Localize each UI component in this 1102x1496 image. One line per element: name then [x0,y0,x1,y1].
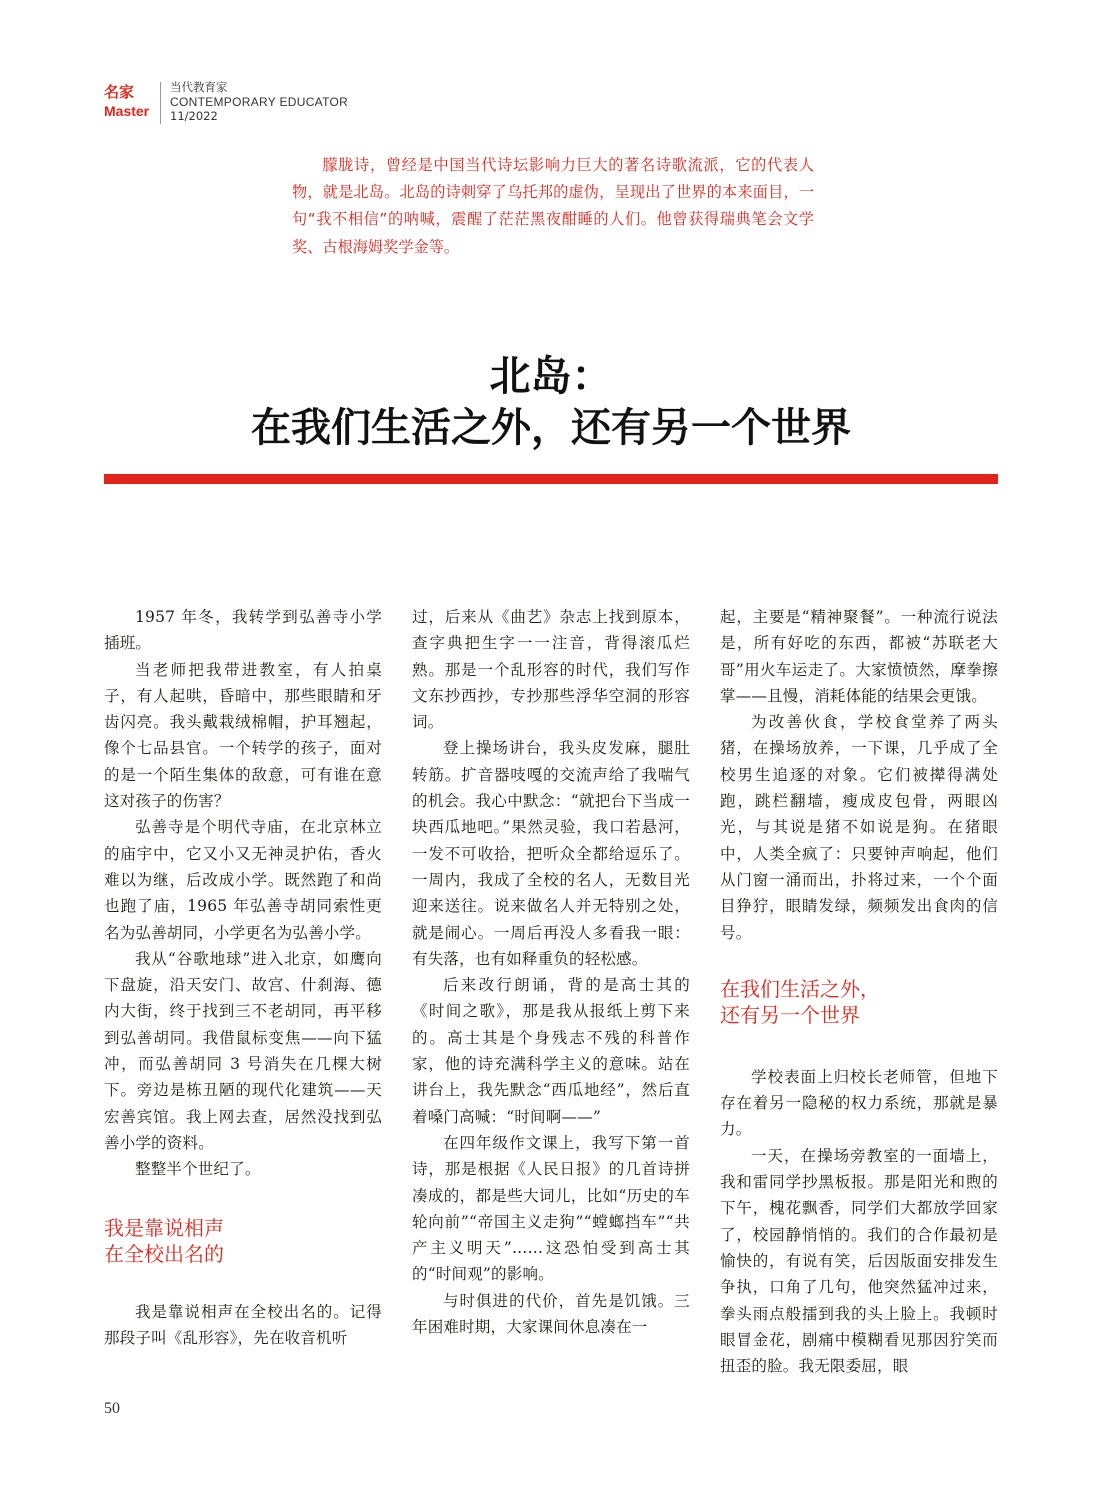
body-paragraph: 在四年级作文课上，我写下第一首诗，那是根据《人民日报》的几首诗拼凑成的，都是些大词儿，比如“历史的车轮向前”“帝国主义走狗”“螳螂挡车”“共产主义明天”……这恐怕受到高士其的“时间观”的影响。 [412,1133,690,1284]
article-title [104,350,998,454]
title-line-1: 北岛： [489,352,613,400]
subheading-line-2: 还有另一个世界 [720,1002,860,1027]
section-label-cn: 名家 [104,83,135,101]
subheading-line-1: 我是靠说相声 [104,1215,224,1240]
column-2 [412,604,690,1340]
issue-number: 11/2022 [170,109,218,123]
body-paragraph: 登上操场讲台，我头皮发麻，腿肚转筋。扩音器吱嘎的交流声给了我喘气的机会。我心中默念：“就把台下当成一块西瓜地吧。”果然灵验，我口若悬河，一发不可收拾，把听众全都给逗乐了。一周内，我成了全校的名人，无数目光迎来送往。说来做名人并无特别之处，就是闹心。一周后再没人多看我一眼：有失落，也有如释重负的轻松感。 [412,739,690,968]
body-paragraph: 学校表面上归校长老师管，但地下存在着另一隐秘的权力系统，那就是暴力。 [720,1067,998,1139]
subheading [104,1215,382,1267]
subheading-line-1: 在我们生活之外， [720,976,880,1001]
body-paragraph: 与时俱进的代价，首先是饥饿。三年困难时期，大家课间休息凑在一 [412,1291,690,1337]
body-paragraph: 起，主要是“精神聚餐”。一种流行说法是，所有好吃的东西，都被“苏联老大哥”用火车运走了。大家愤愤然，摩拳擦掌——且慢，消耗体能的结果会更饿。 [720,608,998,705]
column-1 [104,604,382,1351]
subheading-line-2: 在全校出名的 [104,1241,224,1266]
body-paragraph: 我是靠说相声在全校出名的。记得那段子叫《乱形容》，先在收音机听 [104,1302,382,1347]
subheading [720,976,998,1028]
header-divider [160,82,161,124]
body-paragraph: 一天，在操场旁教室的一面墙上，我和雷同学抄黑板报。那是阳光和煦的下午，槐花飘香，同学们大都放学回家了，校园静悄悄的。我们的合作最初是愉快的，有说有笑，后因版面安排发生争执，口角了几句，他突然猛冲过来，拳头雨点般擂到我的头上脸上。我顿时眼冒金花，剧痛中模糊看见那因狞笑而扭歪的脸。我无限委屈，眼 [720,1146,998,1376]
page-number: 50 [104,1400,120,1417]
body-paragraph: 我从“谷歌地球”进入北京，如鹰向下盘旋，沿天安门、故宫、什刹海、德内大街，终于找到三不老胡同，再平移到弘善胡同。我借鼠标变焦——向下猛冲，而弘善胡同 3 号消失在几棵大树下。旁边是栋丑陋的现代化建筑——天宏善宾馆。我上网去查，居然没找到弘善小学的资料。 [104,949,382,1152]
body-paragraph: 为改善伙食，学校食堂养了两头猪，在操场放养，一下课，几乎成了全校男生追逐的对象。它们被撵得满处跑，跳栏翻墙，瘦成皮包骨，两眼凶光，与其说是猪不如说是狗。在猪眼中，人类全疯了：只要钟声响起，他们从门窗一涌而出，扑将过来，一个个面目狰狞，眼睛发绿，频频发出食肉的信号。 [720,713,998,942]
publication-info [170,80,348,124]
body-paragraph: 后来改行朗诵，背的是高士其的《时间之歌》，那是我从报纸上剪下来的。高士其是个身残志不残的科普作家，他的诗充满科学主义的意味。站在讲台上，我先默念“西瓜地经”，然后直着嗓门高喊：“时间啊——” [412,976,690,1126]
body-paragraph: 当老师把我带进教室，有人拍桌子，有人起哄，昏暗中，那些眼睛和牙齿闪亮。我头戴栽绒棉帽，护耳翘起，像个七品县官。一个转学的孩子，面对的是一个陌生集体的敌意，可有谁在意这对孩子的伤害？ [104,660,382,811]
magazine-name-en: CONTEMPORARY EDUCATOR [170,94,349,109]
title-rule [104,474,998,484]
body-paragraph: 1957 年冬，我转学到弘善寺小学插班。 [104,608,382,653]
column-3 [720,604,998,1379]
lead-paragraph: 朦胧诗，曾经是中国当代诗坛影响力巨大的著名诗歌流派，它的代表人物，就是北岛。北岛的诗刺穿了乌托邦的虚伪，呈现出了世界的本来面目，一句“我不相信”的呐喊，震醒了茫茫黑夜酣睡的人们。他曾获得瑞典笔会文学奖、古根海姆奖学金等。 [292,156,814,256]
magazine-name-cn: 当代教育家 [170,80,228,94]
title-line-2: 在我们生活之外，还有另一个世界 [251,405,851,451]
section-label-en: Master [104,103,150,119]
section-label [104,83,156,120]
body-paragraph: 弘善寺是个明代寺庙，在北京林立的庙宇中，它又小又无神灵护佑，香火难以为继，后改成小学。既然跑了和尚也跑了庙，1965 年弘善寺胡同索性更名为弘善胡同，小学更名为弘善小学。 [104,818,382,942]
body-paragraph: 过，后来从《曲艺》杂志上找到原本，查字典把生字一一注音，背得滚瓜烂熟。那是一个乱形容的时代，我们写作文东抄西抄，专抄那些浮华空洞的形容词。 [412,608,690,732]
body-paragraph: 整整半个世纪了。 [135,1160,261,1179]
